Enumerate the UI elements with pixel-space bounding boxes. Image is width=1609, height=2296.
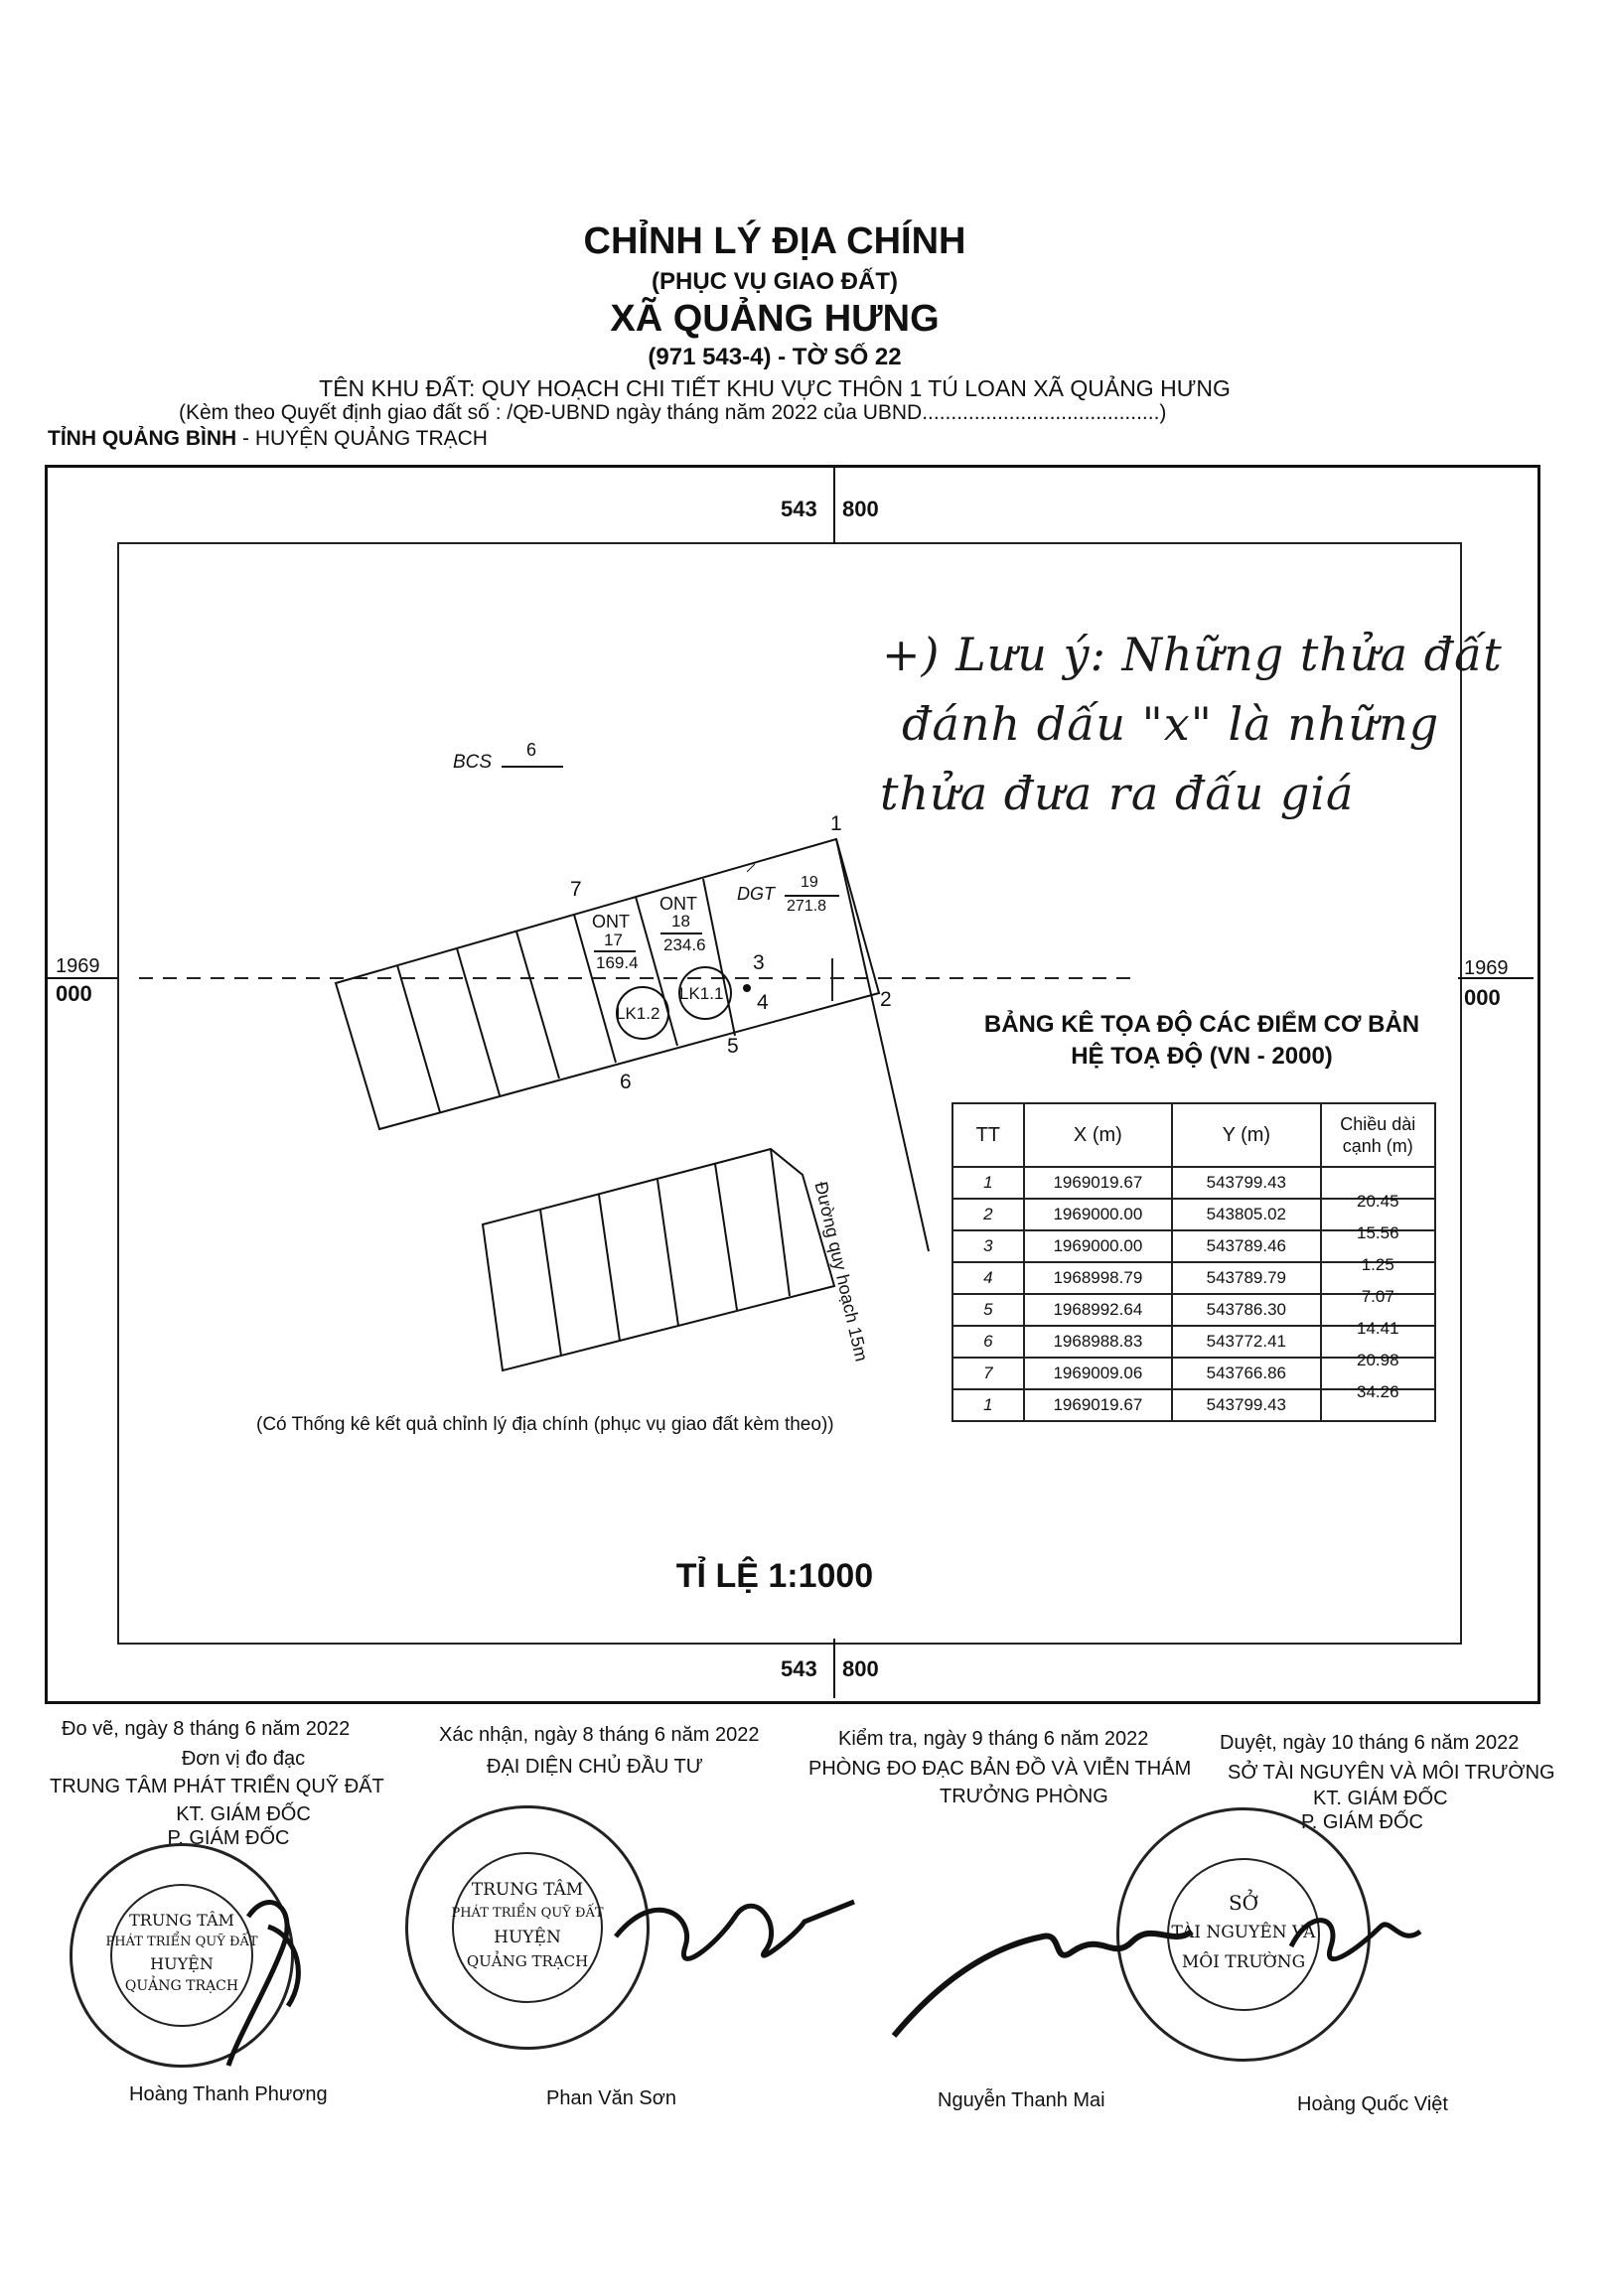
coord-cell-edge [1321, 1167, 1435, 1211]
sig3-org: PHÒNG ĐO ĐẠC BẢN ĐỒ VÀ VIỄN THÁM [808, 1758, 1192, 1780]
edge-length: 20.98 [1357, 1351, 1399, 1369]
coord-row [952, 1358, 1435, 1389]
dgt-label: DGT [737, 884, 775, 904]
coord-cell-tt: 5 [952, 1294, 1024, 1326]
lk12-label: LK1.2 [616, 1004, 660, 1023]
coord-cell-x: 1969009.06 [1024, 1358, 1173, 1389]
parcel-18-no: 18 [671, 912, 690, 931]
sig1-role2: P. GIÁM ĐỐC [167, 1827, 290, 1849]
edge-length: 20.45 [1357, 1192, 1399, 1211]
coord-cell-x: 1969019.67 [1024, 1389, 1173, 1421]
stamp-3-line1: SỞ [1228, 1891, 1259, 1915]
sig2-org: ĐẠI DIỆN CHỦ ĐẦU TƯ [487, 1756, 703, 1778]
coord-table-title-2: HỆ TOẠ ĐỘ (VN - 2000) [1071, 1043, 1333, 1070]
sig3-name: Nguyễn Thanh Mai [938, 2089, 1105, 2111]
coordinate-table-body [952, 1167, 1435, 1421]
upper-block [336, 839, 879, 1129]
coord-cell-x: 1969000.00 [1024, 1230, 1173, 1262]
doc-title: CHỈNH LÝ ĐỊA CHÍNH [583, 220, 966, 262]
sig2-date: Xác nhận, ngày 8 tháng 6 năm 2022 [439, 1724, 760, 1746]
coord-cell-y: 543789.46 [1172, 1230, 1320, 1262]
coord-cell-y: 543799.43 [1172, 1389, 1320, 1421]
coord-row [952, 1230, 1435, 1262]
stamp-1-line1: TRUNG TÂM [129, 1911, 234, 1930]
stamp-2-line1: TRUNG TÂM [471, 1880, 584, 1900]
sig4-org: SỞ TÀI NGUYÊN VÀ MÔI TRƯỜNG [1228, 1762, 1555, 1784]
coord-cell-x: 1968998.79 [1024, 1262, 1173, 1294]
lk11-label: LK1.1 [679, 984, 724, 1003]
stamp-3-line3: MÔI TRƯỜNG [1181, 1952, 1306, 1972]
grid-top-right: 800 [842, 497, 879, 521]
stamp-3 [1116, 1807, 1371, 2062]
coord-cell-edge [1321, 1199, 1435, 1242]
coord-cell-edge [1321, 1294, 1435, 1338]
handwritten-note-line2: đánh dấu "x" là những [902, 697, 1440, 751]
sig3-role: TRƯỞNG PHÒNG [940, 1786, 1108, 1807]
point-4: 4 [757, 991, 769, 1014]
sig1-date: Đo vẽ, ngày 8 tháng 6 năm 2022 [62, 1718, 351, 1740]
bcs-label: BCS [453, 752, 493, 773]
coord-cell-tt: 4 [952, 1262, 1024, 1294]
coord-cell-edge [1321, 1326, 1435, 1369]
grid-top-left: 543 [781, 497, 817, 521]
coord-row [952, 1294, 1435, 1326]
col-edge: Chiều dài cạnh (m) [1321, 1103, 1435, 1167]
coord-cell-edge [1321, 1389, 1435, 1421]
edge-length: 14.41 [1357, 1319, 1399, 1338]
coord-cell-x: 1969019.67 [1024, 1167, 1173, 1199]
grid-bottom-right: 800 [842, 1656, 879, 1681]
handwritten-note-line1: +) Lưu ý: Những thửa đất [882, 628, 1503, 681]
grid-right-top: 1969 [1464, 957, 1509, 979]
sig1-unit: Đơn vị đo đạc [181, 1748, 306, 1770]
point-2: 2 [880, 988, 892, 1011]
sig4-name: Hoàng Quốc Việt [1297, 2093, 1448, 2115]
edge-length: 1.25 [1361, 1255, 1394, 1274]
coord-cell-edge [1321, 1230, 1435, 1274]
sig2-name: Phan Văn Sơn [546, 2087, 676, 2109]
sig4-role2: P. GIÁM ĐỐC [1301, 1811, 1423, 1833]
parcel-18-area: 234.6 [663, 935, 706, 954]
attachment-note: (Có Thống kê kết quả chỉnh lý địa chính (phục vụ giao đất kèm theo)) [256, 1414, 834, 1435]
province: TỈNH QUẢNG BÌNH [48, 427, 237, 450]
coord-table-title-1: BẢNG KÊ TỌA ĐỘ CÁC ĐIỂM CƠ BẢN [983, 1011, 1420, 1038]
coord-cell-x: 1968988.83 [1024, 1326, 1173, 1358]
coord-row [952, 1262, 1435, 1294]
point-3: 3 [753, 951, 765, 974]
coord-cell-y: 543805.02 [1172, 1199, 1320, 1230]
road-edge-line [836, 839, 929, 1251]
sig4-date: Duyệt, ngày 10 tháng 6 năm 2022 [1220, 1732, 1520, 1754]
stamp-3-line2: TÀI NGUYÊN VÀ [1171, 1923, 1316, 1942]
stamp-1-line3: HUYỆN [150, 1954, 214, 1973]
stamp-2-line3: HUYỆN [494, 1928, 561, 1947]
stamp-2 [405, 1805, 650, 2050]
road-label: Đường quy hoạch 15m [810, 1180, 872, 1363]
coord-cell-tt: 7 [952, 1358, 1024, 1389]
grid-bottom-left: 543 [781, 1656, 817, 1681]
dgt-area: 271.8 [787, 898, 827, 915]
doc-subtitle: (PHỤC VỤ GIAO ĐẤT) [652, 268, 898, 295]
decision-ref: (Kèm theo Quyết định giao đất số : /QĐ-UBND ngày tháng năm 2022 của UBND.........................................) [179, 401, 1167, 424]
col-x: X (m) [1024, 1103, 1173, 1167]
parcel-17-type: ONT [592, 912, 630, 932]
coord-cell-x: 1969000.00 [1024, 1199, 1173, 1230]
sig4-role1: KT. GIÁM ĐỐC [1313, 1788, 1448, 1809]
point-5: 5 [727, 1035, 739, 1058]
stamp-1-line4: QUẢNG TRẠCH [124, 1978, 239, 1994]
sig1-name: Hoàng Thanh Phương [129, 2083, 328, 2105]
sig1-org: TRUNG TÂM PHÁT TRIỂN QUỸ ĐẤT [50, 1776, 384, 1797]
point-7: 7 [570, 878, 582, 901]
parcel-17-area: 169.4 [596, 953, 639, 972]
coord-row [952, 1199, 1435, 1230]
coordinate-table [951, 1102, 1436, 1422]
coord-table-title [924, 1011, 1480, 1071]
coord-cell-tt: 1 [952, 1167, 1024, 1199]
sheet-number: (971 543-4) - TỜ SỐ 22 [648, 344, 902, 370]
coord-row [952, 1389, 1435, 1421]
parcel-18-type: ONT [659, 894, 697, 914]
coord-cell-edge [1321, 1262, 1435, 1306]
col-y: Y (m) [1172, 1103, 1320, 1167]
land-name: TÊN KHU ĐẤT: QUY HOẠCH CHI TIẾT KHU VỰC THÔN 1 TÚ LOAN XÃ QUẢNG HƯNG [319, 375, 1231, 401]
grid-left-top: 1969 [56, 955, 100, 977]
coord-cell-tt: 6 [952, 1326, 1024, 1358]
coord-cell-y: 543799.43 [1172, 1167, 1320, 1199]
coord-cell-y: 543772.41 [1172, 1326, 1320, 1358]
coord-cell-y: 543766.86 [1172, 1358, 1320, 1389]
coord-cell-tt: 1 [952, 1389, 1024, 1421]
sig3-date: Kiểm tra, ngày 9 tháng 6 năm 2022 [838, 1728, 1149, 1750]
coord-cell-x: 1968992.64 [1024, 1294, 1173, 1326]
dgt-number: 19 [801, 874, 818, 891]
coord-row [952, 1167, 1435, 1199]
edge-length: 34.26 [1357, 1382, 1399, 1401]
point-1: 1 [830, 812, 842, 835]
district: - HUYỆN QUẢNG TRẠCH [236, 427, 488, 450]
stamp-2-line2: PHÁT TRIỂN QUỸ ĐẤT [451, 1906, 604, 1921]
coord-cell-y: 543786.30 [1172, 1294, 1320, 1326]
coord-cell-edge [1321, 1358, 1435, 1401]
coord-row [952, 1326, 1435, 1358]
grid-left-bottom: 000 [56, 981, 92, 1006]
handwritten-note-line3: thửa đưa ra đấu giá [880, 767, 1355, 820]
commune-title: XÃ QUẢNG HƯNG [610, 298, 940, 340]
sig1-role1: KT. GIÁM ĐỐC [176, 1803, 311, 1825]
stamp-1-line2: PHÁT TRIỂN QUỸ ĐẤT [105, 1935, 258, 1949]
parcel-17-no: 17 [604, 931, 623, 949]
bcs-number: 6 [526, 740, 537, 760]
map-scale: TỈ LỆ 1:1000 [675, 1557, 874, 1595]
edge-length: 7.07 [1361, 1287, 1394, 1306]
stamp-2-line4: QUẢNG TRẠCH [466, 1952, 589, 1970]
stamp-1 [70, 1843, 294, 2068]
col-tt: TT [952, 1103, 1024, 1167]
point-6: 6 [620, 1071, 632, 1093]
edge-length: 15.56 [1357, 1223, 1399, 1242]
coord-cell-tt: 3 [952, 1230, 1024, 1262]
coord-cell-tt: 2 [952, 1199, 1024, 1230]
grid-right-bottom: 000 [1464, 985, 1501, 1010]
coord-cell-y: 543789.79 [1172, 1262, 1320, 1294]
